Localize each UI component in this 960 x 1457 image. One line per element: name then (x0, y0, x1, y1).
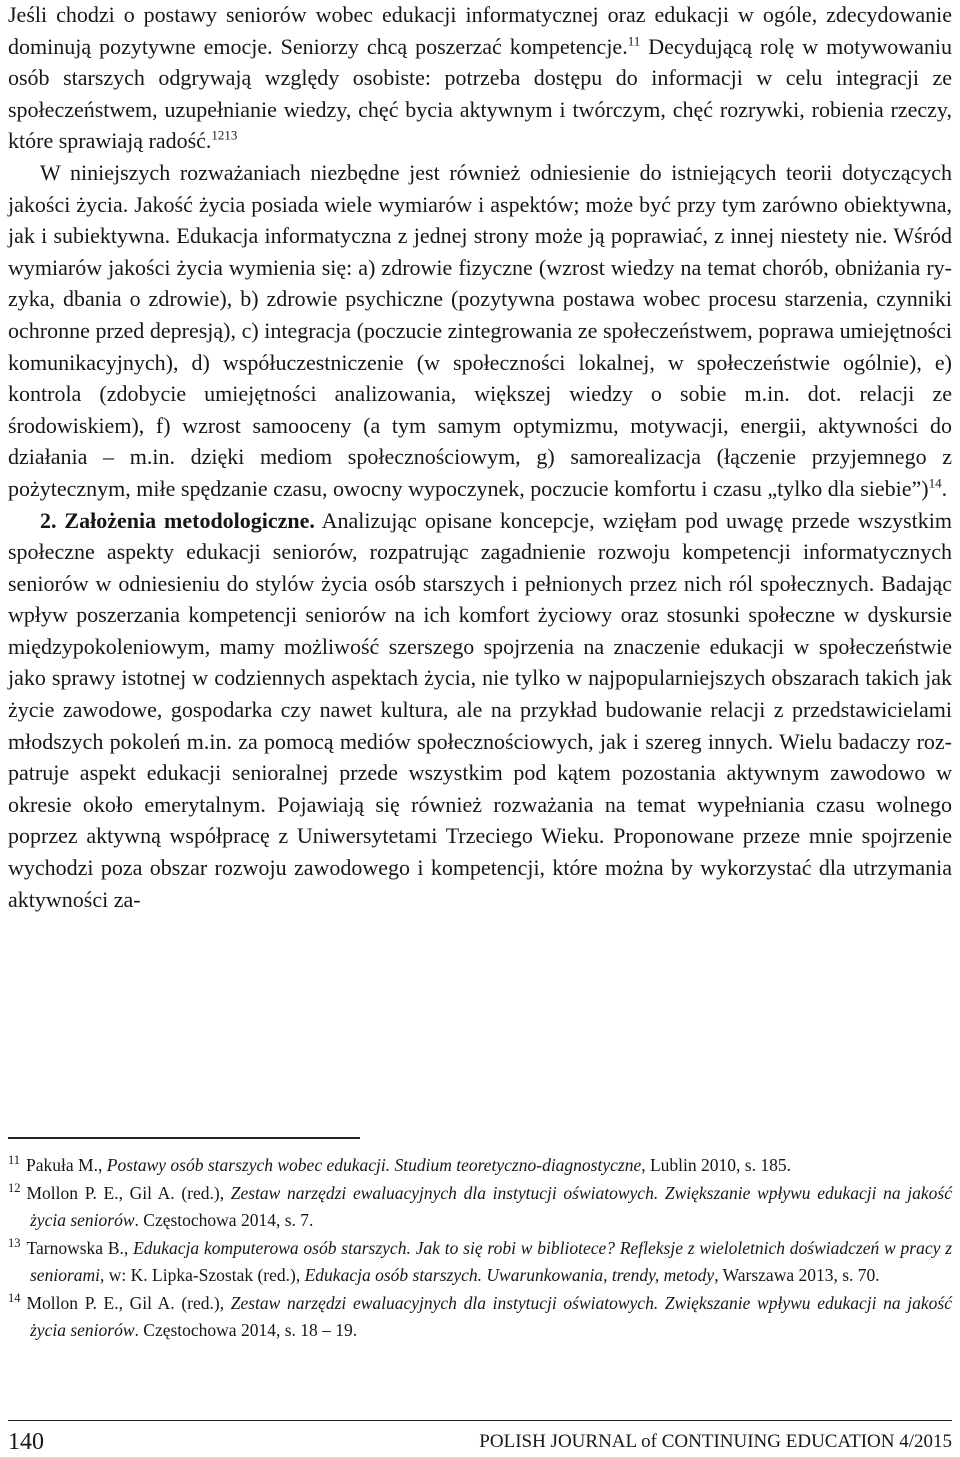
footnote-title: Edukacja komputerowa osób starszych. Jak to się robi w bibliotece? Refleksje z wieloletnich doświadczeń w pracy z seniorami (30, 1238, 953, 1285)
footnote-ref-14[interactable]: 14 (928, 475, 942, 491)
footnote-title: Zestaw narzędzi ewaluacyjnych dla instytucji oświatowych. Zwiększanie wpływu edukacji na jakość życia seniorów (30, 1293, 952, 1340)
journal-name: POLISH JOURNAL of CONTINUING EDUCATION 4/2015 (479, 1431, 952, 1452)
page-number: 140 (8, 1429, 44, 1455)
paragraph-text: W niniejszych rozważaniach niezbędne jest również odniesienie do istniejących teorii dotyczących jakości życia. Jakość życia posiada wiele wymiarów i aspektów; może być przy tym zarówno obiektywna, jak i subiektywna. Edukacja informatyczna z jednej strony może ją poprawiać, z innej niestety nie. Wśród wymiarów jakości życia wymienia się: a) zdrowie fizyczne (wzrost wiedzy na temat chorób, obniżania ryzyka, dbania o zdrowie), b) zdrowie psychiczne (pozytywna postawa wobec procesu starzenia, czynniki ochronne przed depresją), c) integracja (poczucie zintegrowania ze społeczeństwem, poprawa umiejętności komunikacyjnych), d) współuczestniczenie (w społeczności lokalnej, w społeczeństwie ogólnie), e) kontrola (zdobycie umiejętności analizowania, większej wiedzy o sobie m.in. dot. relacji ze środowiskiem), f) wzrost samooceny (a tym samym optymizmu, motywacji, energii, aktywności do działania – m.in. dzięki mediom społecznościowym, g) samorealizacja (łączenie przyjemnego z pożytecznym, miłe spędzanie czasu, owocny wypoczynek, poczucie komfortu i czasu „tylko dla siebie”) (8, 159, 952, 501)
main-text (8, 0, 952, 915)
footnote-text: . Częstochowa 2014, s. 7. (134, 1210, 314, 1230)
footnote-separator (8, 1137, 360, 1139)
footnote-11 (8, 1152, 952, 1179)
footnote-14 (8, 1290, 952, 1344)
footer-rule (8, 1420, 952, 1421)
footnote-number: 13 (8, 1236, 21, 1251)
footnote-text: . Częstochowa 2014, s. 18 – 19. (134, 1320, 358, 1340)
footnote-text: , Lublin 2010, s. 185. (641, 1155, 791, 1175)
footnote-text: , w: K. Lipka-Szostak (red.), (100, 1265, 305, 1285)
footnote-title: Zestaw narzędzi ewaluacyjnych dla instytucji oświatowych. Zwiększanie wpływu edukacji na jakość życia seniorów (30, 1183, 952, 1230)
footnote-text: Tarnowska B., (26, 1238, 134, 1258)
footnote-12 (8, 1180, 952, 1234)
paragraph-quality-of-life (8, 157, 952, 505)
page-footer (8, 1420, 952, 1456)
paragraph-methodology (8, 505, 952, 916)
section-heading: 2. Założenia metodologiczne. (40, 507, 315, 533)
footnotes (8, 1152, 952, 1345)
paragraph-intro (8, 0, 952, 157)
footnote-number: 14 (8, 1291, 21, 1306)
paragraph-text: Jeśli chodzi o postawy seniorów wobec edukacji informatycznej oraz edukacji w ogóle, zdecydowanie dominują pozytywne emocje. Seniorzy chcą poszerzać kompetencje. (8, 2, 952, 59)
paragraph-text: Decydującą rolę w motywowaniu osób starszych odgrywają względy osobiste: potrzeba dostępu do informacji w celu integracji ze społeczeństwem, uzupełnianie wiedzy, chęć bycia aktywnym i twórczym, chęć rozrywki, robienia rzeczy, które sprawiają radość. (8, 33, 952, 154)
footnote-title: Edukacja osób starszych. Uwarunkowania, trendy, metody (304, 1265, 715, 1285)
paragraph-text: . (941, 475, 948, 501)
footnote-text: , Warszawa 2013, s. 70. (714, 1265, 880, 1285)
footnote-13 (8, 1235, 952, 1289)
footnote-number: 11 (8, 1153, 21, 1168)
document-page (8, 0, 952, 915)
footnote-ref-11[interactable]: 11 (627, 33, 641, 49)
footnote-number: 12 (8, 1181, 21, 1196)
footnote-text: Mollon P. E., Gil A. (red.), (26, 1183, 231, 1203)
footnote-title: Postawy osób starszych wobec edukacji. Studium teoretyczno-diagnostyczne (106, 1155, 642, 1175)
footnote-text: Pakuła M., (26, 1155, 107, 1175)
footnote-text: Mollon P. E., Gil A. (red.), (26, 1293, 231, 1313)
paragraph-text: Analizując opisane koncepcje, wzięłam pod uwagę przede wszystkim społeczne aspekty edukacji seniorów, rozpatrując zagadnienie rozwoju kompetencji informatycznych seniorów w odniesieniu do stylów życia osób starszych i pełnionych przez nich ról społecznych. Badając wpływ poszerzania kompetencji seniorów na ich komfort życiowy oraz stosunki społeczne w dyskursie międzypokoleniowym, mamy możliwość szerszego spojrzenia na znaczenie edukacji w społeczeństwie jako sprawy istotnej w codziennych aspektach życia, nie tylko w najpopularniejszych obszarach takich jak życie zawodowe, gospodarka czy nawet kultura, ale na przykład budowanie relacji z przedstawicielami młodszych pokoleń m.in. za pomocą mediów społecznościowych, jak i szereg innych. Wielu badaczy rozpatruje aspekt edukacji senioralnej przede wszystkim pod kątem pozostania aktywnym zawodowo w okresie około emerytalnym. Pojawiają się również rozważania na temat wypełniania czasu wolnego poprzez aktywną współpracę z Uniwersytetami Trzeciego Wieku. Proponowane przeze mnie spojrzenie wychodzi poza obszar rozwoju zawodowego i kompetencji, które można by wykorzystać dla utrzymania aktywności za- (8, 507, 952, 912)
footnote-ref-12-13[interactable]: 1213 (211, 128, 238, 144)
